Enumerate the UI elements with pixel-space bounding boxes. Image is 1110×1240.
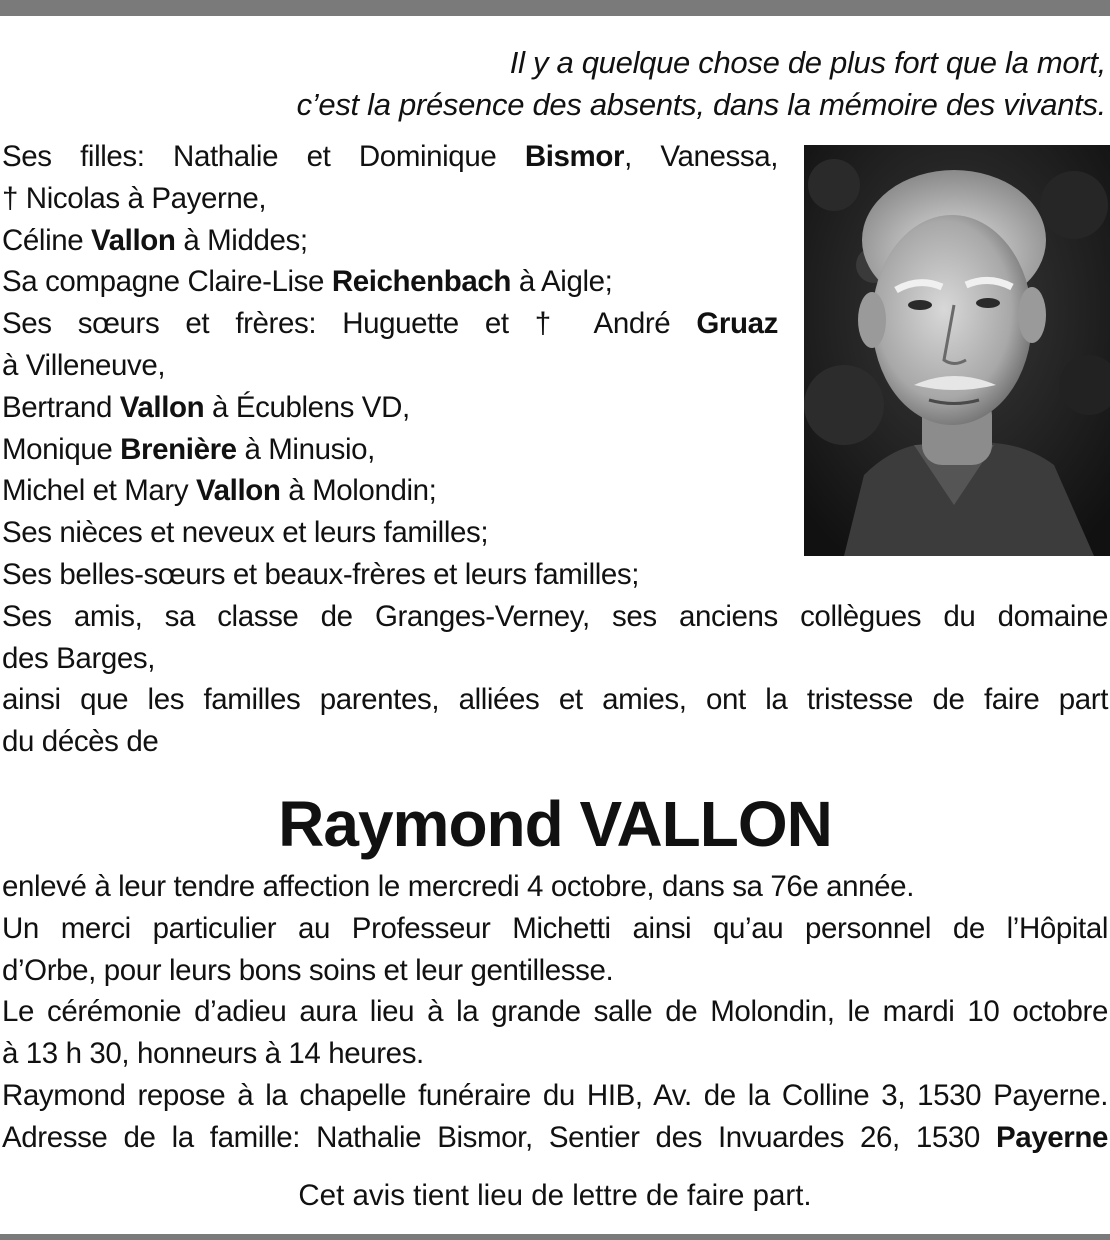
family-line: Ses belles-sœurs et beaux-frères et leurs familles; [2,557,640,591]
family-announcement [2,136,1108,763]
family-line: Michel et Mary Vallon à Molondin; [2,474,437,508]
detail-line: enlevé à leur tendre affection le mercredi 4 octobre, dans sa 76e année. [2,870,914,903]
family-line: Ses nièces et neveux et leurs familles; [2,516,489,550]
family-line: Ses filles: Nathalie et Dominique Bismor, Vanessa, [2,140,779,173]
family-line: à Villeneuve, [2,348,166,382]
detail-line: à 13 h 30, honneurs à 14 heures. [2,1037,424,1071]
deceased-name: Raymond VALLON [278,788,832,860]
family-line: Monique Brenière à Minusio, [2,432,375,466]
family-line: du décès de [2,725,159,759]
detail-line: d’Orbe, pour leurs bons soins et leur gentillesse. [2,953,614,987]
epigraph-quote [106,42,1106,126]
detail-line: Le cérémonie d’adieu aura lieu à la grande salle de Molondin, le mardi 10 octobre [2,995,1108,1029]
bottom-rule [0,1234,1110,1240]
family-line: Bertrand Vallon à Écublens VD, [2,390,410,424]
family-line: † Nicolas à Payerne, [2,181,267,215]
family-line: Céline Vallon à Middes; [2,223,308,257]
family-line: des Barges, [2,641,156,675]
family-line: Ses amis, sa classe de Granges-Verney, ses anciens collègues du domaine [2,599,1108,633]
top-rule [0,0,1110,16]
quote-line: Il y a quelque chose de plus fort que la mort, [509,45,1106,80]
detail-line: Adresse de la famille: Nathalie Bismor, Sentier des Invuardes 26, 1530 Payerne [2,1120,1108,1154]
announcement-details [2,866,1108,1159]
family-line: Ses sœurs et frères: Huguette et † André Gruaz [2,307,778,341]
detail-line: Raymond repose à la chapelle funéraire du HIB, Av. de la Colline 3, 1530 Payerne. [2,1078,1108,1112]
family-line: Sa compagne Claire-Lise Reichenbach à Aigle; [2,265,613,299]
detail-line: Un merci particulier au Professeur Michetti ainsi qu’au personnel de l’Hôpital [2,911,1108,945]
quote-line: c’est la présence des absents, dans la mémoire des vivants. [296,87,1106,122]
footer-note: Cet avis tient lieu de lettre de faire part. [298,1179,812,1212]
family-line: ainsi que les familles parentes, alliées et amies, ont la tristesse de faire part [2,683,1108,717]
